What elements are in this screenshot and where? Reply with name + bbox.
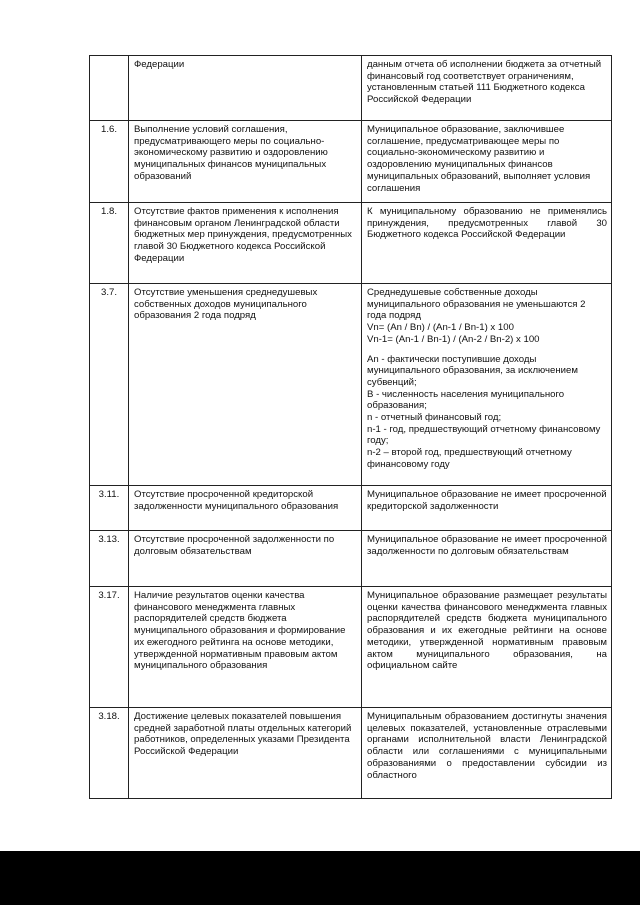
row-number: 3.13. [90,531,129,587]
scan-bottom-band [0,851,640,905]
result-text [362,121,612,203]
table-row [90,56,612,121]
result-text [362,531,612,587]
criterion-text: Отсутствие фактов применения к исполнения финансовым органом Ленинградской области бюджетных мер принуждения, предусмотренных главой 30 Бюджетного кодекса Российской Федерации [129,203,362,284]
spacer [367,346,607,354]
row-number: 3.7. [90,284,129,486]
criterion-text: Федерации [129,56,362,121]
criteria-table [89,55,612,799]
table-row [90,708,612,799]
table-row [90,587,612,708]
result-line: Муниципальное образование не имеет просроченной задолженности по долговым обязательствам [367,534,607,557]
result-line: Муниципальным образованием достигнуты значения целевых показателей, установленные отраслевыми органами исполнительной власти Ленинградской области или соглашениями с муниципальными образованиями о предоставлении субсидии из областного [367,711,607,781]
result-text [362,56,612,121]
row-number: 3.17. [90,587,129,708]
result-text [362,284,612,486]
result-text [362,587,612,708]
criterion-text: Отсутствие просроченной задолженности по долговым обязательствам [129,531,362,587]
legend-line: B - численность населения муниципального образования; [367,388,565,412]
table-row [90,284,612,486]
row-number [90,56,129,121]
criterion-text: Отсутствие просроченной кредиторской задолженности муниципального образования [129,486,362,531]
result-text [362,708,612,799]
criterion-text: Выполнение условий соглашения, предусматривающего меры по социально-экономическому развитию и оздоровлению муниципальных финансов муниципальных образований [129,121,362,203]
legend-line: n - отчетный финансовый год; [367,412,502,424]
legend-line: n-2 – второй год, предшествующий отчетному финансовому году [367,447,572,470]
table-row [90,203,612,284]
row-number: 3.18. [90,708,129,799]
formula-line: Vn-1= (An-1 / Bn-1) / (An-2 / Bn-2) x 100 [367,333,540,345]
result-line: данным отчета об исполнении бюджета за отчетный финансовый год соответствует ограничениям, установленным статьей 111 Бюджетного кодекса Российской Федерации [367,59,602,106]
table-row [90,531,612,587]
result-line: К муниципальному образованию не применялись принуждения, предусмотренных главой 30 Бюджетного кодекса Российской Федерации [367,206,607,241]
result-text [362,486,612,531]
criterion-text: Наличие результатов оценки качества финансового менеджмента главных распорядителей средств бюджета муниципального образования и формирование их ежегодного рейтинга на основе методики, утвержденной нормативным правовым актом муниципального образования [129,587,362,708]
row-number: 1.6. [90,121,129,203]
result-text [362,203,612,284]
criterion-text: Достижение целевых показателей повышения средней заработной платы отдельных категорий работников, определенных указами Президента Российской Федерации [129,708,362,799]
result-line: Муниципальное образование не имеет просроченной кредиторской задолженности [367,489,607,512]
row-number: 3.11. [90,486,129,531]
row-number: 1.8. [90,203,129,284]
table-row [90,486,612,531]
result-line: Среднедушевые собственные доходы муниципального образования не уменьшаются 2 года подряд [367,287,586,322]
legend-line: n-1 - год, предшествующий отчетному финансовому году; [367,423,601,447]
result-line: Муниципальное образование размещает результаты оценки качества финансового менеджмента главных распорядителей средств бюджета муниципального образования и их ежегодные рейтинги на основе методики, утвержденной нормативным правовым актом муниципального образования, на официальном сайте [367,590,607,672]
formula-line: Vn= (An / Bn) / (An-1 / Bn-1) x 100 [367,322,514,334]
legend-line: An - фактически поступившие доходы муниципального образования, за исключением субвенций; [367,353,578,388]
table-row [90,121,612,203]
result-line: Муниципальное образование, заключившее соглашение, предусматривающее меры по социально-экономическому развитию и оздоровлению муниципальных финансов муниципальных образований, выполняет условия соглашения [367,124,591,194]
criterion-text: Отсутствие уменьшения среднедушевых собственных доходов муниципального образования 2 года подряд [129,284,362,486]
